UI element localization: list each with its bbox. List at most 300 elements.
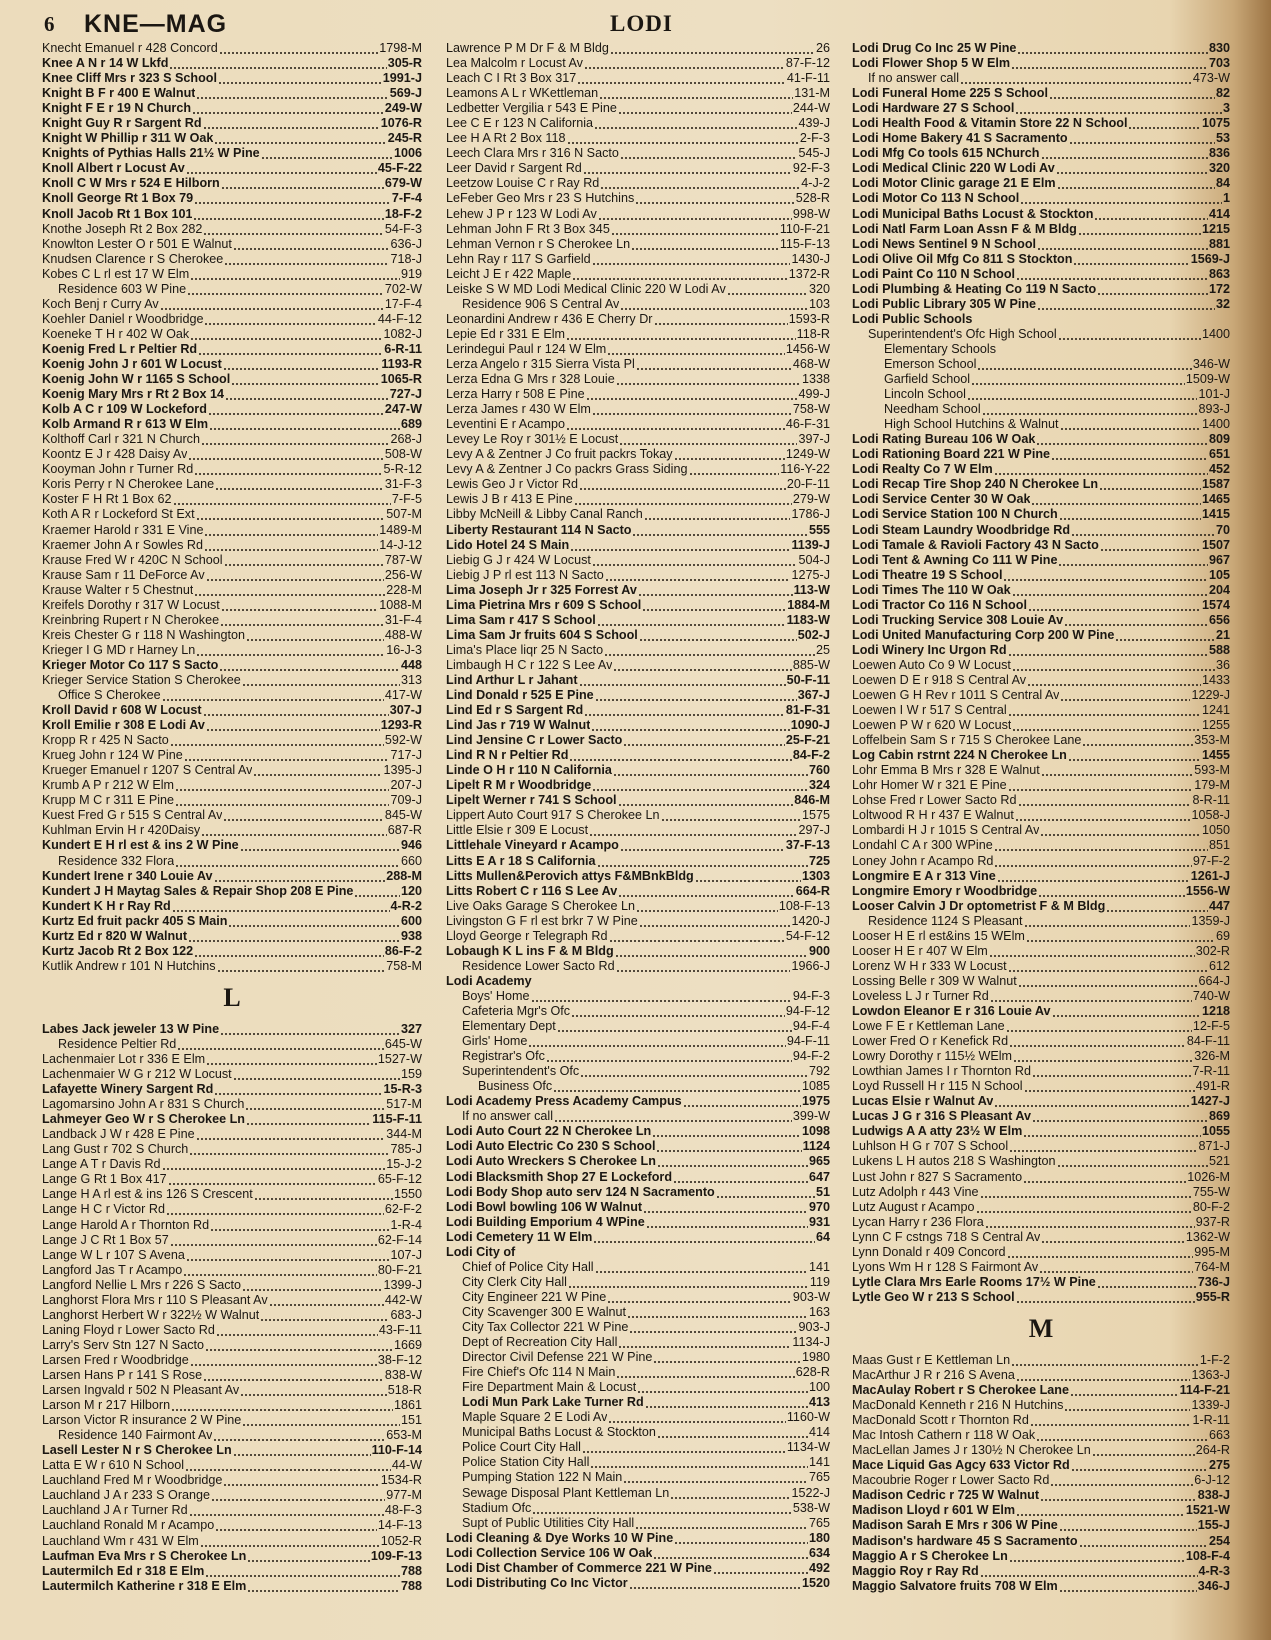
dot-leader	[1009, 1139, 1197, 1154]
listing-name: Madison Lloyd r 601 W Elm	[852, 1503, 1016, 1518]
listing-name: Registrar's Ofc	[462, 1049, 545, 1064]
dot-leader	[635, 1516, 808, 1531]
dot-leader	[982, 402, 1198, 417]
dot-leader	[205, 1338, 393, 1353]
listing-row	[446, 71, 830, 86]
dot-leader	[985, 1215, 1195, 1230]
listing-row	[446, 808, 830, 823]
dot-leader	[620, 297, 808, 312]
listing-name: Longmire Emory r Woodbridge	[852, 883, 1038, 898]
listing-row	[42, 1564, 422, 1579]
listing-row	[852, 823, 1230, 838]
listing-phone: 647	[808, 1169, 830, 1184]
listing-phone: 179-M	[1194, 778, 1230, 793]
listing-phone: 94-F-3	[792, 988, 830, 1003]
listing-row	[446, 1230, 830, 1245]
dot-leader	[1032, 1109, 1208, 1124]
listing-name: Lange H A rl est & ins 126 S Crescent	[42, 1187, 253, 1202]
dot-leader	[166, 1202, 384, 1217]
listing-row	[42, 342, 422, 357]
dot-leader	[1008, 643, 1208, 658]
listing-name: Lima Sam Jr fruits 604 S School	[446, 627, 638, 642]
listing-row	[852, 1503, 1230, 1518]
listing-row	[852, 507, 1230, 522]
dot-leader	[169, 56, 386, 71]
listing-name: Leech Clara Mrs r 316 N Sacto	[446, 146, 619, 161]
listing-row	[42, 1112, 422, 1127]
dot-leader	[1094, 207, 1208, 222]
dot-leader	[616, 372, 801, 387]
listing-phone: 592-W	[384, 733, 422, 748]
listing-name: Lerza James r 430 W Elm	[446, 402, 591, 417]
dot-leader	[600, 176, 800, 191]
listing-phone: 702-W	[384, 281, 422, 296]
dot-leader	[1008, 778, 1194, 793]
dot-leader	[610, 41, 815, 56]
listing-name: Lodi Mfg Co tools 615 NChurch	[852, 146, 1040, 161]
dot-leader	[646, 1215, 808, 1230]
listing-name: Lagomarsino John A r 831 S Church	[42, 1097, 245, 1112]
listing-phone: 41-F-11	[786, 71, 830, 86]
listing-name: Leamons A L r WKettleman	[446, 86, 599, 101]
listing-name: Lodi Times The 110 W Oak	[852, 582, 1011, 597]
dot-leader	[1092, 1443, 1195, 1458]
listing-row	[852, 372, 1230, 387]
listing-row	[42, 793, 422, 808]
listing-name: Lima Sam r 417 S School	[446, 612, 596, 627]
listing-phone: 1124	[802, 1139, 830, 1154]
listing-name: Kroll Emilie r 308 E Lodi Av	[42, 718, 205, 733]
listing-row	[852, 402, 1230, 417]
listing-phone: 504-J	[798, 552, 830, 567]
listing-row	[446, 914, 830, 929]
listing-phone: 468-W	[792, 356, 830, 371]
listing-phone: 17-F-4	[384, 296, 422, 311]
dot-leader	[1016, 267, 1208, 282]
listing-name: Lauchland Ronald M r Acampo	[42, 1518, 215, 1533]
listing-phone: 1076-R	[380, 116, 422, 131]
listing-phone: 1527-W	[377, 1052, 422, 1066]
dot-leader	[629, 1576, 801, 1591]
listing-row	[42, 1218, 422, 1233]
listing-name: Knoll C W Mrs r 524 E Hilborn	[42, 176, 220, 191]
listing-phone: 1193-R	[381, 356, 422, 371]
dot-leader	[616, 959, 791, 974]
listing-name: If no answer call	[462, 1109, 553, 1124]
dot-leader	[631, 237, 779, 252]
listing-name: Litts E A r 18 S California	[446, 853, 596, 868]
listing-name: Lehman Vernon r S Cherokee Ln	[446, 236, 631, 251]
listing-name: Lima Pietrina Mrs r 609 S School	[446, 597, 642, 612]
dot-leader	[1024, 1079, 1195, 1094]
listing-name: Knoll Jacob Rt 1 Box 101	[42, 206, 193, 221]
dot-leader	[620, 146, 798, 161]
listing-row	[446, 1094, 830, 1109]
listing-name: Leer David r Sargent Rd	[446, 161, 582, 176]
listing-name: Lange A T r Davis Rd	[42, 1157, 161, 1172]
listing-phone: 1134-W	[786, 1440, 830, 1455]
listing-phone: 26	[815, 41, 830, 55]
listing-row	[446, 237, 830, 252]
listing-row	[42, 1157, 422, 1172]
listing-name: Lachenmaier W G r 212 W Locust	[42, 1067, 232, 1082]
listing-phone: 414	[808, 1425, 830, 1440]
listing-name: Residence 906 S Central Av	[462, 296, 620, 311]
listing-row	[852, 929, 1230, 944]
listing-name: Krieger I G MD r Harney Ln	[42, 642, 196, 657]
listing-phone: 163	[808, 1304, 830, 1319]
dot-leader	[567, 131, 799, 146]
listing-phone: 736-J	[1197, 1274, 1230, 1289]
dot-leader	[960, 71, 1192, 86]
listing-phone: 20-F-11	[786, 477, 830, 492]
dot-leader	[597, 854, 808, 869]
listing-row	[446, 1139, 830, 1154]
listing-name: Lange J C Rt 1 Box 57	[42, 1232, 169, 1247]
listing-name: Knight F E r 19 N Church	[42, 101, 192, 116]
listing-row	[42, 1488, 422, 1503]
listing-phone: 94-F-2	[792, 1049, 830, 1064]
listing-row	[852, 297, 1230, 312]
listing-name: Koth A R r Lockeford St Ext	[42, 507, 195, 522]
dot-leader	[196, 86, 388, 101]
listing-phone: 1241	[1201, 703, 1230, 718]
listing-phone: 155-J	[1197, 1518, 1230, 1533]
dot-leader	[217, 959, 386, 974]
dot-leader	[599, 86, 793, 101]
dot-leader	[661, 808, 801, 823]
listing-name: Lodi Body Shop auto serv 124 N Sacramento	[446, 1184, 715, 1199]
listing-row	[42, 929, 422, 944]
listing-row	[852, 598, 1230, 613]
listing-phone: 80-F-2	[1192, 1199, 1230, 1214]
listing-row	[446, 492, 830, 507]
listing-name: Lautermilch Katherine r 318 E Elm	[42, 1578, 247, 1593]
listing-phone: 442-W	[384, 1292, 422, 1307]
listing-row	[446, 1576, 830, 1591]
listing-row	[852, 854, 1230, 869]
listing-row	[42, 1293, 422, 1308]
listing-phone: 94-F-11	[786, 1034, 830, 1049]
listing-row	[852, 658, 1230, 673]
listing-row	[852, 417, 1230, 432]
listing-phone: 1507	[1201, 537, 1230, 552]
listing-name: Linde O H r 110 N California	[446, 763, 612, 778]
listing-row	[852, 116, 1230, 131]
dot-leader	[269, 1293, 384, 1308]
listing-row	[852, 1518, 1230, 1533]
listing-phone: 7-F-4	[391, 191, 422, 206]
listing-row	[446, 823, 830, 838]
dot-leader	[246, 628, 384, 643]
listing-row	[852, 1290, 1230, 1305]
listing-phone: 846-M	[794, 793, 830, 808]
listing-phone: 689	[400, 417, 422, 432]
dot-leader	[245, 1097, 385, 1112]
listing-name: Knoll Albert r Locust Av	[42, 161, 185, 176]
listing-name: Knight B F r 400 E Walnut	[42, 86, 196, 101]
listing-name: Lodi Plumbing & Heating Co 119 N Sacto	[852, 281, 1097, 296]
dot-leader	[652, 1124, 801, 1139]
listing-name: Girls' Home	[462, 1034, 528, 1049]
listing-name: Lautermilch Ed r 318 E Elm	[42, 1563, 205, 1578]
listing-phone: 1520	[801, 1575, 830, 1590]
dot-leader	[1052, 1004, 1201, 1019]
listing-name: Lind Jas r 719 W Walnut	[446, 718, 591, 733]
listing-phone: 683-J	[390, 1307, 422, 1322]
listing-phone: 46-F-31	[785, 417, 830, 432]
listing-phone: 8-R-11	[1192, 793, 1230, 808]
listing-name: Lehn Ray r 117 S Garfield	[446, 251, 591, 266]
listing-name: Business Ofc	[478, 1079, 553, 1094]
listing-row	[446, 191, 830, 206]
listing-row	[446, 402, 830, 417]
listing-row	[42, 372, 422, 387]
listing-row	[42, 914, 422, 929]
dot-leader	[592, 778, 808, 793]
listing-name: Lodi Service Station 100 N Church	[852, 507, 1058, 522]
listing-phone: 84-F-2	[792, 748, 830, 763]
dot-leader	[1058, 553, 1208, 568]
listing-row	[446, 733, 830, 748]
listing-phone: 1052-R	[380, 1533, 422, 1548]
section-letter: L	[223, 982, 241, 1012]
listing-name: City Engineer 221 W Pine	[462, 1289, 607, 1304]
listing-row	[42, 733, 422, 748]
dot-leader	[584, 56, 785, 71]
listing-phone: 249-W	[384, 101, 422, 116]
listing-phone: 313	[400, 672, 422, 687]
dot-leader	[194, 583, 385, 598]
listing-name: Lodi Blacksmith Shop 27 E Lockeford	[446, 1169, 673, 1184]
listing-phone: 244-W	[792, 101, 830, 116]
listing-name: Kundert J H Maytag Sales & Repair Shop 208 E Pine	[42, 883, 354, 898]
dot-leader	[233, 237, 390, 252]
dot-leader	[216, 1323, 378, 1338]
dot-leader	[727, 282, 808, 297]
listing-phone: 1275-J	[791, 567, 830, 582]
dot-leader	[170, 733, 384, 748]
listing-phone: 507-M	[386, 507, 422, 522]
listing-row	[852, 237, 1230, 252]
listing-name: Lodi Medical Clinic 220 W Lodi Av	[852, 161, 1055, 176]
dot-leader	[589, 823, 797, 838]
listing-row	[852, 1124, 1230, 1139]
listing-row	[852, 1230, 1230, 1245]
listing-row	[42, 838, 422, 853]
listing-row	[852, 583, 1230, 598]
dot-leader	[1008, 959, 1208, 974]
dot-leader	[592, 252, 791, 267]
listing-phone: 965	[808, 1154, 830, 1169]
listing-row	[446, 929, 830, 944]
listing-name: Labes Jack jeweler 13 W Pine	[42, 1021, 220, 1036]
dot-leader	[194, 191, 391, 206]
listing-name: Knoll George Rt 1 Box 79	[42, 191, 194, 206]
listing-name: Maggio Salvatore fruits 708 W Elm	[852, 1578, 1058, 1593]
listing-phone: 297-J	[798, 823, 830, 838]
listing-row	[42, 1549, 422, 1564]
listing-name: Lucas J G r 316 S Pleasant Av	[852, 1109, 1031, 1124]
listing-name: Koenig John J r 601 W Locust	[42, 356, 222, 371]
listing-phone: 64	[815, 1229, 830, 1244]
listing-phone: 105	[1208, 567, 1230, 582]
dot-leader	[1059, 1518, 1197, 1533]
listing-row	[446, 207, 830, 222]
listing-row	[42, 1534, 422, 1549]
listing-name: Loltwood R H r 437 E Walnut	[852, 808, 1014, 823]
listing-phone: 32	[1215, 296, 1230, 311]
listing-phone: 628-R	[795, 1365, 830, 1380]
dot-leader	[1071, 1458, 1208, 1473]
listing-phone: 967	[1208, 552, 1230, 567]
listing-row	[446, 101, 830, 116]
listing-row	[42, 538, 422, 553]
listing-row	[852, 71, 1230, 86]
listing-row	[852, 282, 1230, 297]
dot-leader	[605, 568, 791, 583]
listing-row	[42, 673, 422, 688]
dot-leader	[214, 1082, 382, 1097]
listing-phone: 1160-W	[786, 1410, 830, 1425]
listing-row	[446, 131, 830, 146]
listing-name: Leventini E r Acampo	[446, 417, 566, 432]
listing-name: Kurtz Jacob Rt 2 Box 122	[42, 943, 194, 958]
dot-leader	[190, 327, 382, 342]
listing-row	[446, 146, 830, 161]
listing-row	[852, 643, 1230, 658]
listing-phone: 1293-R	[380, 718, 422, 733]
listing-phone: 919	[400, 266, 422, 281]
listing-name: Little Elsie r 309 E Locust	[446, 823, 589, 838]
listing-row	[852, 1034, 1230, 1049]
dot-leader	[607, 1290, 792, 1305]
listing-phone: 664-J	[1198, 973, 1230, 988]
listing-name: Littlehale Vineyard r Acampo	[446, 838, 619, 853]
listing-name: Knee Cliff Mrs r 323 S School	[42, 71, 217, 86]
listing-name: Langhorst Flora Mrs r 110 S Pleasant Av	[42, 1292, 268, 1307]
dot-leader	[171, 1398, 393, 1413]
listing-row	[852, 101, 1230, 116]
listing-row	[446, 357, 830, 372]
listing-row	[42, 1067, 422, 1082]
dot-leader	[242, 1278, 382, 1293]
listing-name: Levey Le Roy r 301½ E Locust	[446, 432, 619, 447]
listing-row	[446, 1079, 830, 1094]
listing-row	[852, 703, 1230, 718]
listing-row	[446, 1365, 830, 1380]
dot-leader	[210, 1218, 389, 1233]
listing-name: Koenig Fred L r Peltier Rd	[42, 341, 198, 356]
listing-row	[446, 1260, 830, 1275]
listing-name: Lodi Public Library 305 W Pine	[852, 296, 1037, 311]
listing-row	[852, 838, 1230, 853]
dot-leader	[196, 643, 385, 658]
dot-leader	[1039, 1260, 1193, 1275]
listing-phone: 84-F-11	[1186, 1034, 1230, 1049]
listing-phone: 1134-J	[792, 1335, 830, 1350]
listing-name: Koenig Mary Mrs r Rt 2 Box 14	[42, 387, 224, 402]
listing-row	[446, 86, 830, 101]
dot-leader	[583, 161, 792, 176]
listing-phone: 1569-J	[1190, 251, 1230, 266]
listing-phone: 502-J	[797, 627, 830, 642]
listing-name: Fire Chief's Ofc 114 N Main	[462, 1365, 616, 1380]
dot-leader	[623, 1470, 808, 1485]
dot-leader	[177, 1037, 384, 1052]
listing-name: Lodi News Sentinel 9 N School	[852, 236, 1037, 251]
dot-leader	[1027, 673, 1201, 688]
dot-leader	[1079, 1534, 1208, 1549]
listing-phone: 86-F-2	[384, 943, 422, 958]
listing-name: Lafayette Winery Sargent Rd	[42, 1082, 214, 1097]
listing-row	[42, 718, 422, 733]
listing-row	[852, 1353, 1230, 1368]
listing-name: Knights of Pythias Halls 21½ W Pine	[42, 146, 260, 161]
listing-row	[42, 1503, 422, 1518]
listing-row	[42, 1383, 422, 1398]
listing-phone: 1556-W	[1185, 883, 1230, 898]
listing-row	[852, 492, 1230, 507]
listing-row	[446, 1215, 830, 1230]
listing-name: Kolthoff Carl r 321 N Church	[42, 432, 200, 447]
listing-name: Larsen Fred r Woodbridge	[42, 1352, 189, 1367]
dot-leader	[586, 387, 798, 402]
listing-phone: 636-J	[390, 236, 422, 251]
listing-row	[42, 1458, 422, 1473]
listing-phone: 92-F-3	[792, 161, 830, 176]
listing-row	[446, 1049, 830, 1064]
listing-phone: 491-R	[1195, 1079, 1230, 1094]
dot-leader	[569, 748, 791, 763]
listing-name: Lehew J P r 123 W Lodi Av	[446, 206, 597, 221]
listing-name: Knee A N r 14 W Lkfd	[42, 56, 169, 71]
listing-row	[42, 387, 422, 402]
dot-leader	[1073, 252, 1189, 267]
listing-row	[42, 312, 422, 327]
listing-phone: 141	[808, 1259, 830, 1274]
listing-phone: 995-M	[1194, 1244, 1230, 1259]
listing-name: Lust John r 827 S Sacramento	[852, 1169, 1023, 1184]
listing-phone: 788	[400, 1563, 422, 1578]
listing-phone: 1082-J	[383, 326, 422, 341]
dot-leader	[639, 914, 791, 929]
dot-leader	[1024, 914, 1191, 929]
dot-leader	[579, 477, 786, 492]
listing-phone: 1139-J	[791, 537, 830, 552]
dot-leader	[223, 1473, 379, 1488]
listing-row	[446, 507, 830, 522]
listing-row	[42, 116, 422, 131]
listing-row	[852, 914, 1230, 929]
listing-phone: 4-R-3	[1198, 1563, 1230, 1578]
listing-row	[852, 1049, 1230, 1064]
listing-row	[852, 56, 1230, 71]
listing-phone: 1575	[801, 808, 830, 823]
listing-row	[852, 146, 1230, 161]
listing-phone: 14-F-13	[377, 1518, 422, 1533]
dot-leader	[1071, 523, 1215, 538]
listing-phone: 344-M	[386, 1127, 422, 1142]
listing-name: Lodi Funeral Home 225 S School	[852, 86, 1048, 101]
dot-leader	[639, 628, 797, 643]
listing-phone: 1	[1222, 191, 1230, 206]
listing-phone: 15-J-2	[386, 1157, 422, 1172]
listing-phone: 1261-J	[1190, 868, 1230, 883]
listing-name: Koehler Daniel r Woodbridge	[42, 311, 204, 326]
listing-name: Lawrence P M Dr F & M Bldg	[446, 41, 609, 55]
listing-phone: 1550	[393, 1187, 422, 1202]
